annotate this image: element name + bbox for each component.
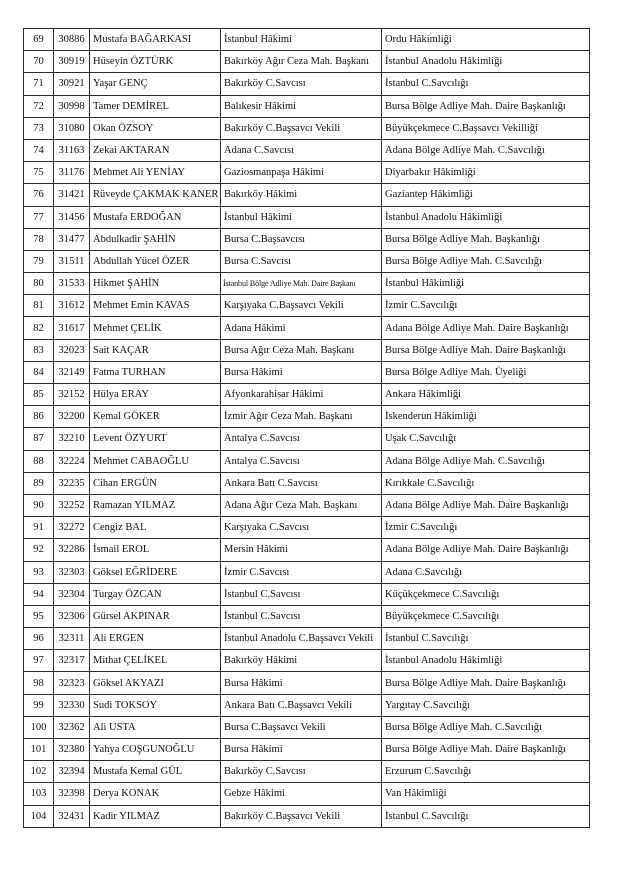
table-row <box>24 650 590 672</box>
current-position-cell: Bursa Ağır Ceza Mah. Başkanı <box>221 339 382 361</box>
new-position-cell: Bursa Bölge Adliye Mah. Başkanlığı <box>382 228 590 250</box>
table-row <box>24 583 590 605</box>
new-position-cell: İzmir C.Savcılığı <box>382 295 590 317</box>
person-name-cell: Cengiz BAL <box>90 517 221 539</box>
row-number-cell: 103 <box>24 783 54 805</box>
new-position-cell: Adana Bölge Adliye Mah. Daire Başkanlığı <box>382 317 590 339</box>
new-position-cell: Gaziantep Hâkimliği <box>382 184 590 206</box>
row-number-cell: 69 <box>24 29 54 51</box>
new-position-cell: İstanbul Anadolu Hâkimliği <box>382 51 590 73</box>
registry-number-cell: 32252 <box>54 494 90 516</box>
new-position-cell: Adana Bölge Adliye Mah. Daire Başkanlığı <box>382 494 590 516</box>
person-name-cell: Ramazan YILMAZ <box>90 494 221 516</box>
current-position-cell: Gaziosmanpaşa Hâkimi <box>221 162 382 184</box>
new-position-cell: İzmir C.Savcılığı <box>382 517 590 539</box>
person-name-cell: Ali USTA <box>90 716 221 738</box>
table-row <box>24 605 590 627</box>
table-row <box>24 783 590 805</box>
table-row <box>24 739 590 761</box>
table-row <box>24 206 590 228</box>
table-row <box>24 250 590 272</box>
table-row <box>24 805 590 827</box>
row-number-cell: 86 <box>24 406 54 428</box>
person-name-cell: Mithat ÇELİKEL <box>90 650 221 672</box>
table-row <box>24 51 590 73</box>
current-position-cell: Bursa C.Başsavcı Vekili <box>221 716 382 738</box>
registry-number-cell: 32210 <box>54 428 90 450</box>
table-row <box>24 317 590 339</box>
row-number-cell: 99 <box>24 694 54 716</box>
person-name-cell: Cihan ERGÜN <box>90 472 221 494</box>
current-position-cell: Bakırköy C.Savcısı <box>221 73 382 95</box>
new-position-cell: Bursa Bölge Adliye Mah. Daire Başkanlığı <box>382 95 590 117</box>
registry-number-cell: 32394 <box>54 761 90 783</box>
new-position-cell: İstanbul C.Savcılığı <box>382 73 590 95</box>
current-position-cell: İstanbul C.Savcısı <box>221 605 382 627</box>
registry-number-cell: 31080 <box>54 117 90 139</box>
table-row <box>24 539 590 561</box>
current-position-cell: Karşıyaka C.Başsavcı Vekili <box>221 295 382 317</box>
new-position-cell: Yargıtay C.Savcılığı <box>382 694 590 716</box>
current-position-cell: Mersin Hâkimi <box>221 539 382 561</box>
registry-number-cell: 30886 <box>54 29 90 51</box>
new-position-cell: Büyükçekmece C.Başsavcı Vekilliği <box>382 117 590 139</box>
new-position-cell: Bursa Bölge Adliye Mah. Daire Başkanlığı <box>382 739 590 761</box>
person-name-cell: Göksel AKYAZI <box>90 672 221 694</box>
registry-number-cell: 32323 <box>54 672 90 694</box>
row-number-cell: 76 <box>24 184 54 206</box>
row-number-cell: 88 <box>24 450 54 472</box>
current-position-cell: Bursa C.Başsavcısı <box>221 228 382 250</box>
registry-number-cell: 32317 <box>54 650 90 672</box>
person-name-cell: Mehmet ÇELİK <box>90 317 221 339</box>
row-number-cell: 82 <box>24 317 54 339</box>
row-number-cell: 91 <box>24 517 54 539</box>
row-number-cell: 79 <box>24 250 54 272</box>
new-position-cell: İstanbul C.Savcılığı <box>382 805 590 827</box>
person-name-cell: Derya KONAK <box>90 783 221 805</box>
row-number-cell: 97 <box>24 650 54 672</box>
table-row <box>24 494 590 516</box>
person-name-cell: İsmail EROL <box>90 539 221 561</box>
current-position-cell: İstanbul Anadolu C.Başsavcı Vekili <box>221 628 382 650</box>
current-position-cell: Adana Ağır Ceza Mah. Başkanı <box>221 494 382 516</box>
table-row <box>24 95 590 117</box>
new-position-cell: Adana Bölge Adliye Mah. C.Savcılığı <box>382 139 590 161</box>
current-position-cell: Gebze Hâkimi <box>221 783 382 805</box>
registry-number-cell: 31421 <box>54 184 90 206</box>
row-number-cell: 98 <box>24 672 54 694</box>
registry-number-cell: 31511 <box>54 250 90 272</box>
registry-number-cell: 32152 <box>54 384 90 406</box>
row-number-cell: 73 <box>24 117 54 139</box>
current-position-cell: İstanbul Hâkimi <box>221 29 382 51</box>
table-row <box>24 716 590 738</box>
appointment-table <box>23 28 590 828</box>
row-number-cell: 72 <box>24 95 54 117</box>
person-name-cell: Mehmet CABAOĞLU <box>90 450 221 472</box>
person-name-cell: Hüseyin ÖZTÜRK <box>90 51 221 73</box>
current-position-cell: Afyonkarahisar Hâkimi <box>221 384 382 406</box>
person-name-cell: Mehmet Ali YENİAY <box>90 162 221 184</box>
new-position-cell: Adana C.Savcılığı <box>382 561 590 583</box>
table-row <box>24 561 590 583</box>
new-position-cell: İstanbul C.Savcılığı <box>382 628 590 650</box>
current-position-cell: Karşıyaka C.Savcısı <box>221 517 382 539</box>
row-number-cell: 85 <box>24 384 54 406</box>
registry-number-cell: 31612 <box>54 295 90 317</box>
row-number-cell: 87 <box>24 428 54 450</box>
current-position-cell: Bakırköy Hâkimi <box>221 184 382 206</box>
current-position-cell: Antalya C.Savcısı <box>221 428 382 450</box>
current-position-cell: Ankara Batı C.Savcısı <box>221 472 382 494</box>
table-row <box>24 406 590 428</box>
new-position-cell: Ankara Hâkimliği <box>382 384 590 406</box>
registry-number-cell: 32286 <box>54 539 90 561</box>
table-row <box>24 162 590 184</box>
row-number-cell: 83 <box>24 339 54 361</box>
current-position-cell: Ankara Batı C.Başsavcı Vekili <box>221 694 382 716</box>
current-position-cell: Bakırköy C.Başsavcı Vekili <box>221 117 382 139</box>
registry-number-cell: 32304 <box>54 583 90 605</box>
row-number-cell: 95 <box>24 605 54 627</box>
current-position-cell: Bakırköy C.Savcısı <box>221 761 382 783</box>
table-row <box>24 628 590 650</box>
table-row <box>24 339 590 361</box>
row-number-cell: 96 <box>24 628 54 650</box>
new-position-cell: Van Hâkimliği <box>382 783 590 805</box>
current-position-cell: İstanbul Bölge Adliye Mah. Daire Başkanı <box>221 273 382 295</box>
person-name-cell: Turgay ÖZCAN <box>90 583 221 605</box>
person-name-cell: Abdullah Yücel ÖZER <box>90 250 221 272</box>
table-row <box>24 295 590 317</box>
table-row <box>24 694 590 716</box>
person-name-cell: Mustafa Kemal GÜL <box>90 761 221 783</box>
person-name-cell: Sait KAÇAR <box>90 339 221 361</box>
person-name-cell: Mustafa BAĞARKASI <box>90 29 221 51</box>
person-name-cell: Tamer DEMİREL <box>90 95 221 117</box>
person-name-cell: Sudi TOKSOY <box>90 694 221 716</box>
new-position-cell: Bursa Bölge Adliye Mah. C.Savcılığı <box>382 250 590 272</box>
row-number-cell: 71 <box>24 73 54 95</box>
appointment-table-body <box>24 29 590 828</box>
registry-number-cell: 32224 <box>54 450 90 472</box>
registry-number-cell: 32311 <box>54 628 90 650</box>
row-number-cell: 90 <box>24 494 54 516</box>
registry-number-cell: 32306 <box>54 605 90 627</box>
registry-number-cell: 31477 <box>54 228 90 250</box>
row-number-cell: 74 <box>24 139 54 161</box>
person-name-cell: Ali ERGEN <box>90 628 221 650</box>
registry-number-cell: 30998 <box>54 95 90 117</box>
current-position-cell: Bakırköy Ağır Ceza Mah. Başkanı <box>221 51 382 73</box>
current-position-cell: Bursa Hâkimi <box>221 672 382 694</box>
table-row <box>24 29 590 51</box>
current-position-cell: Bursa Hâkimi <box>221 361 382 383</box>
table-row <box>24 517 590 539</box>
current-position-cell: Antalya C.Savcısı <box>221 450 382 472</box>
table-row <box>24 184 590 206</box>
table-row <box>24 73 590 95</box>
person-name-cell: Mustafa ERDOĞAN <box>90 206 221 228</box>
registry-number-cell: 32272 <box>54 517 90 539</box>
current-position-cell: İzmir C.Savcısı <box>221 561 382 583</box>
current-position-cell: Bakırköy Hâkimi <box>221 650 382 672</box>
table-row <box>24 361 590 383</box>
current-position-cell: Adana Hâkimi <box>221 317 382 339</box>
row-number-cell: 101 <box>24 739 54 761</box>
row-number-cell: 70 <box>24 51 54 73</box>
person-name-cell: Yaşar GENÇ <box>90 73 221 95</box>
person-name-cell: Gürsel AKPINAR <box>90 605 221 627</box>
new-position-cell: İstanbul Anadolu Hâkimliği <box>382 206 590 228</box>
new-position-cell: Bursa Bölge Adliye Mah. Daire Başkanlığı <box>382 672 590 694</box>
registry-number-cell: 31617 <box>54 317 90 339</box>
table-row <box>24 672 590 694</box>
new-position-cell: Büyükçekmece C.Savcılığı <box>382 605 590 627</box>
current-position-cell: Bursa C.Savcısı <box>221 250 382 272</box>
registry-number-cell: 32023 <box>54 339 90 361</box>
person-name-cell: Göksel EĞRİDERE <box>90 561 221 583</box>
registry-number-cell: 31456 <box>54 206 90 228</box>
table-row <box>24 450 590 472</box>
person-name-cell: Levent ÖZYURT <box>90 428 221 450</box>
person-name-cell: Hikmet ŞAHİN <box>90 273 221 295</box>
table-row <box>24 139 590 161</box>
person-name-cell: Okan ÖZSOY <box>90 117 221 139</box>
person-name-cell: Hülya ERAY <box>90 384 221 406</box>
new-position-cell: İstanbul Hâkimliği <box>382 273 590 295</box>
row-number-cell: 81 <box>24 295 54 317</box>
registry-number-cell: 30921 <box>54 73 90 95</box>
person-name-cell: Yahya COŞGUNOĞLU <box>90 739 221 761</box>
row-number-cell: 104 <box>24 805 54 827</box>
registry-number-cell: 32431 <box>54 805 90 827</box>
row-number-cell: 93 <box>24 561 54 583</box>
row-number-cell: 89 <box>24 472 54 494</box>
row-number-cell: 92 <box>24 539 54 561</box>
registry-number-cell: 32380 <box>54 739 90 761</box>
row-number-cell: 77 <box>24 206 54 228</box>
current-position-cell: Bakırköy C.Başsavcı Vekili <box>221 805 382 827</box>
current-position-cell: Adana C.Savcısı <box>221 139 382 161</box>
registry-number-cell: 32200 <box>54 406 90 428</box>
current-position-cell: İzmir Ağır Ceza Mah. Başkanı <box>221 406 382 428</box>
table-row <box>24 117 590 139</box>
registry-number-cell: 30919 <box>54 51 90 73</box>
new-position-cell: Adana Bölge Adliye Mah. Daire Başkanlığı <box>382 539 590 561</box>
row-number-cell: 94 <box>24 583 54 605</box>
new-position-cell: Diyarbakır Hâkimliği <box>382 162 590 184</box>
row-number-cell: 75 <box>24 162 54 184</box>
new-position-cell: Ordu Hâkimliği <box>382 29 590 51</box>
table-row <box>24 761 590 783</box>
registry-number-cell: 32149 <box>54 361 90 383</box>
person-name-cell: Fatma TURHAN <box>90 361 221 383</box>
registry-number-cell: 31163 <box>54 139 90 161</box>
person-name-cell: Kadir YILMAZ <box>90 805 221 827</box>
registry-number-cell: 32235 <box>54 472 90 494</box>
new-position-cell: Adana Bölge Adliye Mah. C.Savcılığı <box>382 450 590 472</box>
new-position-cell: Kırıkkale C.Savcılığı <box>382 472 590 494</box>
person-name-cell: Rüveyde ÇAKMAK KANER <box>90 184 221 206</box>
new-position-cell: Erzurum C.Savcılığı <box>382 761 590 783</box>
table-row <box>24 472 590 494</box>
new-position-cell: İstanbul Anadolu Hâkimliği <box>382 650 590 672</box>
person-name-cell: Zekai AKTARAN <box>90 139 221 161</box>
person-name-cell: Kemal GÖKER <box>90 406 221 428</box>
new-position-cell: Bursa Bölge Adliye Mah. C.Savcılığı <box>382 716 590 738</box>
row-number-cell: 102 <box>24 761 54 783</box>
new-position-cell: Bursa Bölge Adliye Mah. Daire Başkanlığı <box>382 339 590 361</box>
row-number-cell: 80 <box>24 273 54 295</box>
new-position-cell: Küçükçekmece C.Savcılığı <box>382 583 590 605</box>
registry-number-cell: 32362 <box>54 716 90 738</box>
current-position-cell: Balıkesir Hâkimi <box>221 95 382 117</box>
registry-number-cell: 32303 <box>54 561 90 583</box>
table-row <box>24 273 590 295</box>
person-name-cell: Abdulkadir ŞAHİN <box>90 228 221 250</box>
row-number-cell: 84 <box>24 361 54 383</box>
row-number-cell: 78 <box>24 228 54 250</box>
current-position-cell: İstanbul Hâkimi <box>221 206 382 228</box>
new-position-cell: İskenderun Hâkimliği <box>382 406 590 428</box>
new-position-cell: Bursa Bölge Adliye Mah. Üyeliği <box>382 361 590 383</box>
row-number-cell: 100 <box>24 716 54 738</box>
person-name-cell: Mehmet Emin KAVAS <box>90 295 221 317</box>
registry-number-cell: 32398 <box>54 783 90 805</box>
registry-number-cell: 32330 <box>54 694 90 716</box>
current-position-cell: İstanbul C.Savcısı <box>221 583 382 605</box>
table-row <box>24 428 590 450</box>
registry-number-cell: 31176 <box>54 162 90 184</box>
new-position-cell: Uşak C.Savcılığı <box>382 428 590 450</box>
table-row <box>24 228 590 250</box>
table-row <box>24 384 590 406</box>
current-position-cell: Bursa Hâkimi <box>221 739 382 761</box>
registry-number-cell: 31533 <box>54 273 90 295</box>
